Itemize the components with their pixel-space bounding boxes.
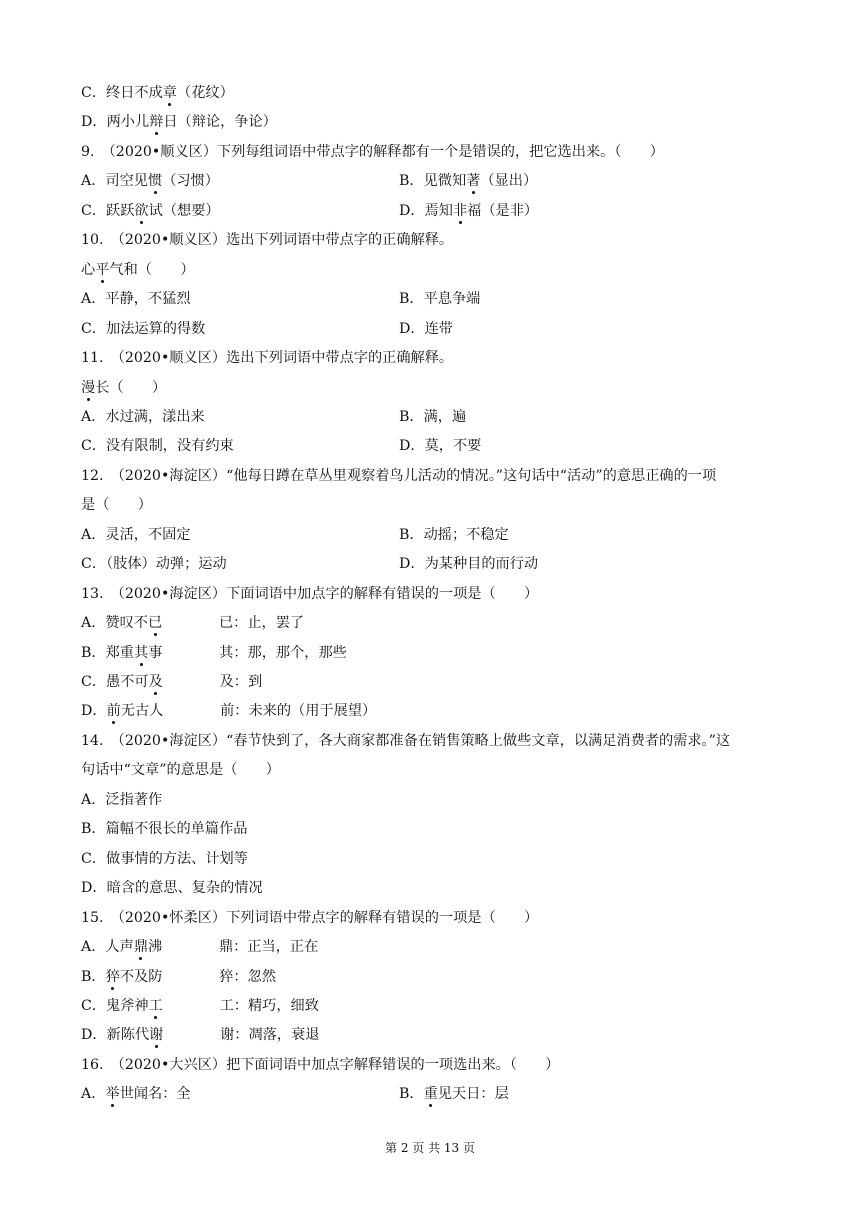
dotted-character: 著 (466, 173, 481, 190)
text-segment: 9. （2020•顺义区）下列每组词语中带点字的解释都有一个是错误的，把它选出来。（ ） (81, 143, 664, 160)
text-segment: D．两小儿 (81, 114, 150, 131)
text-segment: B．平息争端 (399, 291, 481, 308)
document-line (81, 1025, 800, 1045)
document-line (81, 613, 800, 633)
option-left (81, 173, 219, 189)
text-segment: 15. （2020•怀柔区）下列词语中带点字的解释有错误的一项是（ ） (81, 909, 539, 926)
page-footer: 第 2 页 共 13 页 (385, 1141, 475, 1155)
text-segment: D．焉知 (399, 202, 453, 219)
text-segment: D．暗含的意思、复杂的情况 (81, 880, 263, 897)
option-left (81, 409, 205, 425)
option-left (81, 556, 227, 572)
option-right (399, 407, 466, 427)
text-segment: 事 其：那，那个，那些 (148, 644, 347, 661)
document-line (81, 701, 800, 721)
document-line (81, 525, 800, 545)
option-right (399, 319, 453, 339)
text-segment: C．愚不可 (81, 674, 149, 690)
text-segment: 试（想要） (148, 202, 220, 219)
text-segment: A．赞叹不 (81, 615, 148, 632)
text-segment: A．灵活，不固定 (81, 526, 191, 543)
text-segment: 谢：凋落，衰退 (163, 1027, 320, 1044)
text-segment: 12. （2020•海淀区）“他每日蹲在草丛里观察着鸟儿活动的情况。”这句话中“活动”的意思正确的一项 (81, 467, 717, 484)
text-segment: A．平静，不猛烈 (81, 291, 191, 308)
text-segment: 13. （2020•海淀区）下面词语中加点字的解释有错误的一项是（ ） (81, 585, 539, 602)
document-line (81, 436, 800, 456)
option-right (399, 525, 509, 545)
dotted-character: 章 (162, 85, 177, 101)
text-segment: C．鬼斧神 (81, 997, 149, 1014)
option-left (81, 321, 205, 337)
document-line (81, 790, 800, 810)
text-segment: D． (81, 703, 107, 720)
option-left (81, 1086, 191, 1102)
text-segment: D．为某种目的而行动 (399, 556, 539, 573)
text-segment: 沸 鼎：正当，正在 (148, 939, 319, 956)
text-segment: 无古人 前：未来的（用于展望） (120, 703, 377, 720)
text-segment: B．篇幅不很长的单篇作品 (81, 821, 248, 838)
text-segment: C．没有限制，没有约束 (81, 438, 234, 455)
document-line (81, 643, 800, 663)
document-line (81, 260, 800, 280)
text-segment: （花纹） (177, 85, 234, 101)
text-segment: 10. （2020•顺义区）选出下列词语中带点字的正确解释。 (81, 232, 454, 249)
text-segment: A．泛指著作 (81, 791, 163, 808)
option-right (399, 289, 480, 309)
dotted-character: 猝 (105, 968, 120, 985)
text-segment: C．（肢体）动弹；运动 (81, 556, 227, 573)
text-segment: （显出） (480, 173, 538, 190)
text-segment: （习惯） (162, 173, 219, 190)
dotted-character: 鼎 (133, 939, 149, 956)
document-line (81, 731, 800, 751)
dotted-character: 辩 (149, 114, 164, 131)
document-line (81, 289, 800, 309)
text-segment: B．满，遍 (399, 408, 467, 425)
text-segment: D．连带 (399, 320, 453, 337)
dotted-character: 前 (106, 703, 121, 720)
document-line (81, 466, 800, 486)
text-segment: A．人声 (81, 939, 134, 956)
text-segment: 句话中“文章”的意思是（ ） (81, 762, 280, 779)
document-line (81, 407, 800, 427)
text-segment: C．做事情的方法、计划等 (81, 850, 248, 867)
option-left (81, 291, 191, 307)
text-segment: 长（ ） (95, 379, 167, 396)
option-right (399, 201, 538, 221)
document-line (81, 878, 800, 898)
option-left (81, 438, 234, 454)
document-line (81, 672, 800, 692)
document-line (81, 554, 800, 574)
document-line (81, 83, 800, 103)
document-line (81, 584, 800, 604)
document-line (81, 171, 800, 191)
document-line (81, 112, 800, 132)
dotted-character: 谢 (149, 1027, 164, 1044)
text-segment: 气和（ ） (109, 261, 195, 278)
document-line (81, 1084, 800, 1104)
option-right (399, 171, 537, 191)
document-line (81, 201, 800, 221)
text-segment: 及：到 (162, 674, 263, 690)
text-segment: A．司空见 (81, 173, 148, 190)
text-segment: A．水过满，漾出来 (81, 408, 205, 425)
text-segment: 不及防 猝：忽然 (119, 968, 276, 985)
text-segment: B．动摇；不稳定 (399, 526, 509, 543)
dotted-character: 举 (105, 1086, 120, 1103)
text-segment: C．加法运算的得数 (81, 320, 206, 337)
document-line (81, 319, 800, 339)
document-line (81, 495, 800, 515)
dotted-character: 及 (148, 674, 163, 690)
dotted-character: 重 (423, 1086, 438, 1103)
text-segment: D．新陈代 (81, 1027, 150, 1044)
document-line (81, 996, 800, 1016)
text-segment: 日（辩论，争论） (163, 114, 277, 131)
document-line (81, 908, 800, 928)
text-segment: 福（是非） (467, 202, 539, 219)
document-line (81, 348, 800, 368)
dotted-character: 漫 (81, 379, 96, 396)
text-segment: D．莫，不要 (399, 438, 482, 455)
document-line (81, 142, 800, 162)
text-segment: 心 (81, 261, 96, 278)
dotted-character: 欲 (134, 202, 149, 219)
text-segment: C．跃跃 (81, 202, 135, 219)
option-left (81, 527, 191, 543)
dotted-character: 其 (134, 644, 149, 661)
text-segment: B．郑重 (81, 644, 134, 661)
text-segment: 工：精巧，细致 (162, 997, 319, 1014)
document-line (81, 849, 800, 869)
document-line (81, 967, 800, 987)
text-segment: 见天日：层 (437, 1086, 509, 1103)
option-left (81, 203, 220, 219)
dotted-character: 已 (148, 615, 163, 632)
text-segment: B． (399, 1086, 424, 1103)
text-segment: B． (81, 968, 106, 985)
text-segment: 16. （2020•大兴区）把下面词语中加点字解释错误的一项选出来。（ ） (81, 1056, 560, 1073)
document-line (81, 230, 800, 250)
document-line (81, 819, 800, 839)
dotted-character: 惯 (148, 173, 163, 190)
dotted-character: 平 (95, 261, 110, 278)
document-line (81, 937, 800, 957)
document-line (81, 378, 800, 398)
text-segment: C．终日不成 (81, 85, 163, 101)
text-segment: A． (81, 1086, 106, 1103)
text-segment: 已：止，罢了 (162, 615, 305, 632)
text-segment: 11. （2020•顺义区）选出下列词语中带点字的正确解释。 (81, 350, 454, 367)
document-line (81, 1055, 800, 1075)
text-segment: B．见微知 (399, 173, 467, 190)
dotted-character: 工 (148, 997, 163, 1014)
text-segment: 是（ ） (81, 497, 152, 514)
option-right (399, 554, 538, 574)
dotted-character: 非 (452, 202, 468, 219)
text-segment: 世闻名：全 (119, 1086, 191, 1103)
option-right (399, 436, 481, 456)
option-right (399, 1084, 509, 1104)
text-segment: 14. （2020•海淀区）“春节快到了，各大商家都准备在销售策略上做些文章，以满足消费者的需求。”这 (81, 732, 731, 749)
document-line (81, 760, 800, 780)
